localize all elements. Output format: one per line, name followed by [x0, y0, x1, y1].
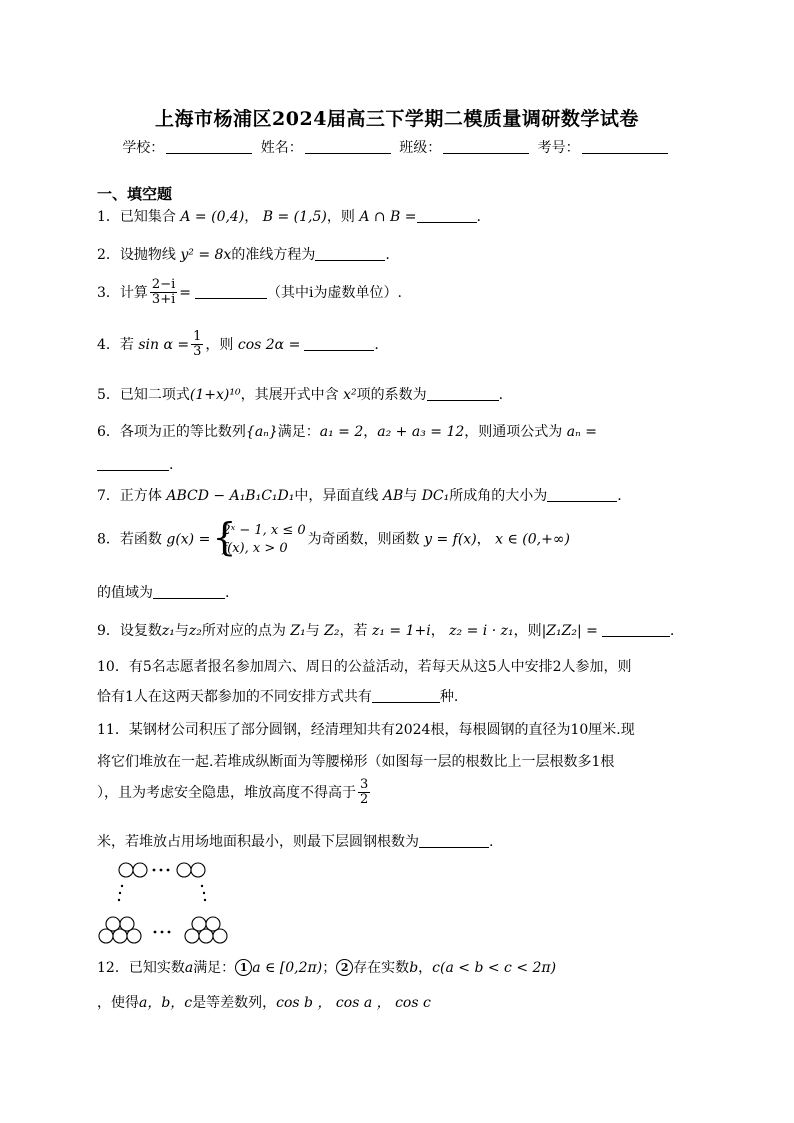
q7-answer-blank[interactable] — [547, 501, 617, 502]
q8-case2: f(x), x > 0 — [222, 540, 288, 556]
question-8 — [97, 515, 570, 559]
q2-answer-blank[interactable] — [315, 260, 385, 261]
q8-text: 8．若函数 — [97, 531, 167, 548]
q4-end: . — [374, 336, 379, 353]
q8-g: g(x) = — [166, 531, 211, 548]
q8-answer-blank[interactable] — [153, 598, 225, 599]
q10-line2a: 恰有1人在这两天都参加的不同安排方式共有 — [97, 689, 372, 705]
q8-f: y = f(x) — [424, 531, 477, 548]
q8-sep: ， — [476, 531, 496, 548]
q9-end: . — [669, 623, 675, 639]
q7-cube: ABCD − A₁B₁C₁D₁ — [166, 488, 295, 504]
section-title: 一、填空题 — [97, 185, 173, 203]
q9-post: ，则 — [513, 623, 542, 639]
q3-answer-blank[interactable] — [195, 298, 267, 299]
question-11: 11．某钢材公司积压了部分圆钢，经清理知共有2024根，每根圆钢的直径为10厘米.现 — [97, 722, 635, 738]
q12-a: a — [184, 960, 194, 976]
school-label: 学校： — [122, 140, 165, 156]
q5-expr: (1+x)¹⁰ — [189, 387, 241, 403]
q12-b: b — [409, 960, 419, 976]
exam-no-label: 考号： — [537, 140, 580, 156]
q3-post: （其中i为虚数单位）. — [266, 284, 402, 301]
q8-case1: 2ˣ − 1, x ≤ 0 — [222, 523, 306, 538]
q9-and2: 与 — [305, 623, 325, 639]
q6-an: aₙ = — [566, 424, 597, 440]
q5-post: ，其展开式中含 — [240, 387, 344, 403]
q8-piecewise — [212, 515, 306, 559]
q1-text: 1．已知集合 — [97, 209, 181, 225]
q12-text: 12．已知实数 — [97, 960, 185, 976]
q1-answer-blank[interactable] — [417, 222, 477, 223]
bottom-row-pipe — [113, 929, 127, 943]
q1-set-b: B = (1,5) — [262, 209, 327, 225]
q12-cond2-pre: 存在实数 — [353, 960, 410, 976]
q1-expr: A ∩ B = — [359, 209, 417, 225]
top-row-pipe — [119, 863, 133, 877]
q6-mid: 满足： — [277, 424, 320, 440]
bottom-row-pipe — [127, 929, 141, 943]
q9-text: 9．设复数 — [97, 623, 162, 639]
q3-text: 3．计算 — [97, 284, 148, 301]
class-field[interactable] — [443, 153, 529, 154]
q11-denominator: 2 — [360, 792, 369, 808]
q12-circled-1: 1 — [235, 959, 252, 976]
q4-rhs: cos 2α = — [237, 336, 301, 353]
q6-cond2: a₂ + a₃ = 12 — [377, 424, 465, 440]
q7-line2: DC₁ — [421, 488, 450, 504]
q9-answer-blank[interactable] — [602, 636, 670, 637]
name-label: 姓名： — [260, 140, 303, 156]
q9-cond2: z₂ = i · z₁ — [449, 623, 514, 639]
q12-line2b: 是等差数列， — [192, 995, 277, 1011]
q4-fraction — [191, 330, 203, 360]
q12-cos: cos b ， cos a ， cos c — [276, 995, 431, 1011]
q5-answer-blank[interactable] — [427, 400, 499, 401]
top-row-pipe — [133, 863, 147, 877]
q6-sep: ， — [363, 424, 378, 440]
bottom-row-pipe — [185, 929, 199, 943]
q5-post2: 项的系数为 — [356, 387, 427, 403]
q9-cond1: z₁ = 1+i — [371, 623, 431, 639]
q2-post: 的准线方程为 — [231, 247, 316, 263]
q12-c: c — [432, 960, 440, 976]
bottom-row-pipe — [199, 929, 213, 943]
q7-end: . — [617, 488, 622, 504]
q2-expr: y² = 8x — [180, 247, 232, 263]
q9-sep: ， — [430, 623, 450, 639]
top-row-pipe — [191, 863, 205, 877]
q12-sep: ； — [322, 960, 337, 976]
q11-numerator: 3 — [360, 777, 369, 792]
q12-cond-range: (a < b < c < 2π) — [440, 960, 557, 976]
q4-denominator: 3 — [193, 344, 202, 360]
student-info-line — [0, 137, 794, 157]
q3-eq: = — [179, 284, 191, 301]
question-10-line2 — [97, 686, 458, 706]
q4-answer-blank[interactable] — [304, 350, 374, 351]
q12-comma: ， — [418, 960, 433, 976]
q12-abc: a，b，c — [139, 995, 193, 1011]
q2-text: 2．设抛物线 — [97, 247, 181, 263]
q8-domain: x ∈ (0,+∞) — [495, 531, 570, 548]
question-3 — [97, 278, 402, 308]
question-6 — [97, 421, 597, 441]
q10-answer-blank[interactable] — [372, 702, 440, 703]
q9-Z1: Z₁ — [290, 623, 306, 639]
question-6-line2 — [97, 457, 173, 473]
q7-post: 所成角的大小为 — [449, 488, 548, 504]
q4-lhs: sin α = — [138, 336, 190, 353]
bottom-row-pipe — [213, 929, 227, 943]
question-2 — [97, 244, 390, 264]
name-field[interactable] — [305, 153, 391, 154]
page-title: 上海市杨浦区2024届高三下学期二模质量调研数学试卷 — [155, 108, 639, 130]
school-field[interactable] — [166, 153, 252, 154]
q3-denominator: 3+i — [151, 292, 176, 308]
q9-Z2: Z₂ — [324, 623, 340, 639]
q8-mid: 为奇函数，则函数 — [307, 531, 425, 548]
q8-line2: 的值域为 — [97, 585, 153, 601]
top-row-pipe — [177, 863, 191, 877]
class-label: 班级： — [399, 140, 442, 156]
q1-then: ，则 — [326, 209, 360, 225]
question-11-line2: 将它们堆放在一起.若堆成纵断面为等腰梯形（如图每一层的根数比上一层根数多1根 — [97, 754, 615, 770]
q8-end: . — [225, 585, 230, 601]
q1-set-a: A = (0,4) — [180, 209, 245, 225]
q12-line2: ，使得 — [97, 995, 139, 1011]
q4-mid: ，则 — [205, 336, 238, 353]
q11-answer-blank[interactable] — [419, 847, 489, 848]
q2-end: . — [385, 247, 390, 263]
steel-pipe-stack-diagram — [92, 852, 242, 952]
q6-seq: {aₙ} — [245, 424, 278, 440]
question-7 — [97, 485, 622, 505]
q7-mid2: 与 — [403, 488, 422, 504]
q5-text: 5．已知二项式 — [97, 387, 190, 403]
q11-fraction — [358, 778, 370, 808]
q8-brace: { — [212, 515, 237, 559]
q1-sep: ， — [244, 209, 263, 225]
q3-numerator: 2−i — [151, 277, 176, 292]
q1-end: . — [476, 209, 481, 225]
q9-z1: z₁ — [161, 623, 175, 639]
q5-end: . — [498, 387, 504, 403]
q12-cond1: a ∈ [0,2π) — [252, 960, 323, 976]
q6-text: 6．各项为正的等比数列 — [97, 424, 246, 440]
q6-end: . — [169, 457, 174, 473]
q11-line4: 米，若堆放占用场地面积最小，则最下层圆钢根数为 — [97, 834, 419, 850]
question-12 — [97, 957, 556, 977]
q12-circled-2: 2 — [336, 959, 353, 976]
question-1 — [97, 206, 481, 226]
q9-z2: z₂ — [188, 623, 202, 639]
q6-cond1: a₁ = 2 — [319, 424, 364, 440]
q9-mid2: ，若 — [339, 623, 372, 639]
q7-mid: 中，异面直线 — [294, 488, 383, 504]
q6-answer-blank[interactable] — [97, 470, 169, 471]
q9-and1: 与 — [174, 623, 189, 639]
question-10: 10．有5名志愿者报名参加周六、周日的公益活动，若每天从这5人中安排2人参加，则 — [97, 659, 632, 675]
q12-mid: 满足： — [193, 960, 236, 976]
q3-fraction — [150, 278, 177, 308]
q4-numerator: 1 — [193, 329, 202, 344]
q4-text: 4．若 — [97, 336, 139, 353]
question-11-line3 — [97, 778, 372, 808]
q7-text: 7．正方体 — [97, 488, 167, 504]
q9-abs: |Z₁Z₂| = — [541, 623, 598, 639]
bottom-row-pipe — [99, 929, 113, 943]
q5-term: x² — [343, 387, 357, 403]
question-8-line2 — [97, 582, 229, 602]
question-9 — [97, 620, 674, 640]
exam-no-field[interactable] — [582, 153, 668, 154]
question-12-line2 — [97, 992, 431, 1012]
q6-post: ，则通项公式为 — [464, 424, 567, 440]
q11-end: . — [489, 834, 494, 850]
question-11-line4 — [97, 831, 493, 851]
q11-line3: ），且为考虑安全隐患，堆放高度不得高于 — [97, 784, 356, 801]
q7-line1: AB — [382, 488, 404, 504]
q9-mid: 所对应的点为 — [201, 623, 291, 639]
question-4 — [97, 330, 379, 360]
q10-line2b: 种. — [439, 689, 459, 705]
question-5 — [97, 384, 503, 404]
